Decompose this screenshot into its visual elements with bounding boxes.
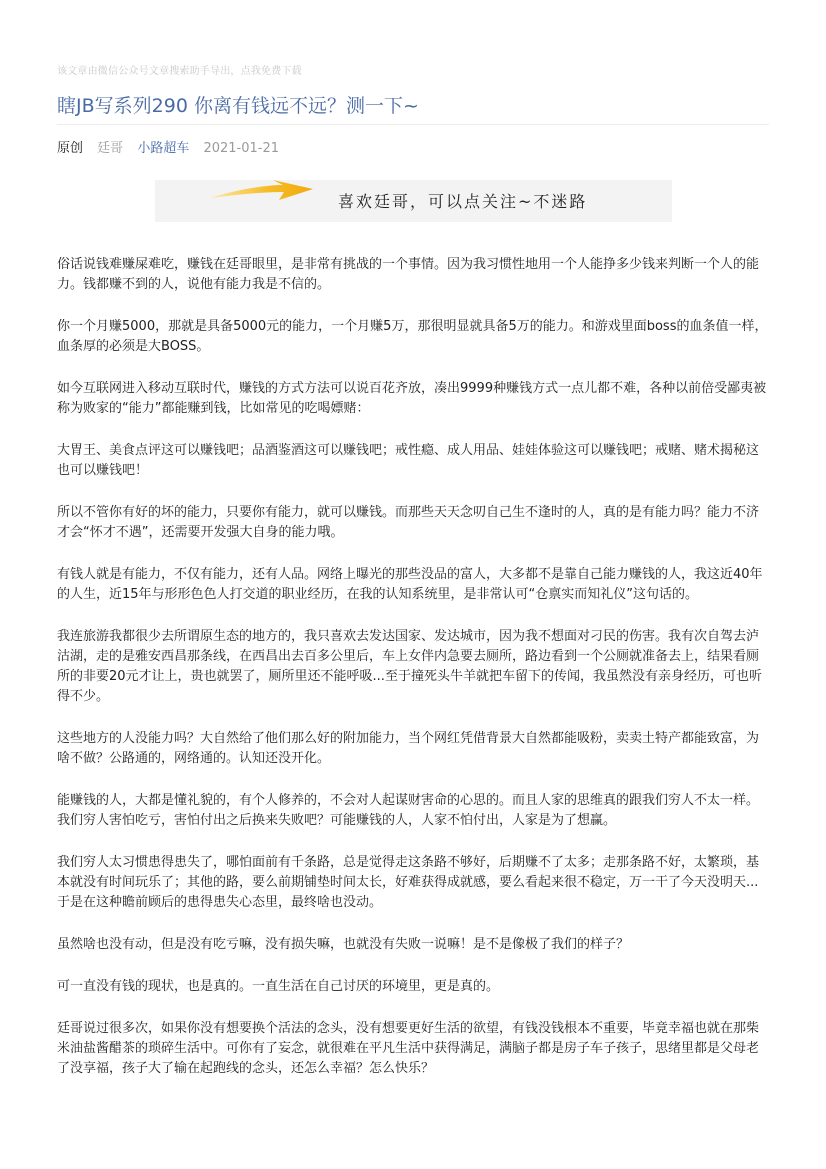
author-name: 廷哥: [97, 141, 124, 156]
article-body: [57, 255, 769, 1101]
paragraph: 俗话说钱难赚屎难吃，赚钱在廷哥眼里，是非常有挑战的一个事情。因为我习惯性地用一个人能挣多少钱来判断一个人的能力。钱都赚不到的人，说他有能力我是不信的。: [57, 257, 760, 292]
follow-banner: [155, 180, 672, 222]
paragraph: 所以不管你有好的坏的能力，只要你有能力，就可以赚钱。而那些天天念叨自己生不逢时的人，真的是有能力吗？能力不济才会“怀才不遇”，还需要开发强大自身的能力哦。: [57, 505, 760, 540]
title-divider: [57, 124, 769, 125]
article-title: 瞎JB写系列290 你离有钱远不远？测一下~: [57, 95, 419, 117]
paragraph: 你一个月赚5000，那就是具备5000元的能力，一个月赚5万，那很明显就具备5万的能力。和游戏里面boss的血条值一样，血条厚的必须是大BOSS。: [57, 319, 768, 354]
paragraph: 如今互联网进入移动互联时代，赚钱的方式方法可以说百花齐放，凑出9999种赚钱方式一点儿都不难，各种以前倍受鄙夷被称为败家的“能力”都能赚到钱，比如常见的吃喝嫖赌：: [57, 381, 767, 416]
account-link[interactable]: 小路超车: [137, 141, 190, 156]
banner-text: 喜欢廷哥，可以点关注~不迷路: [338, 192, 588, 211]
paragraph: 虽然啥也没有动，但是没有吃亏嘛，没有损失嘛，也就没有失败一说嘛！是不是像极了我们的样子？: [57, 937, 630, 952]
paragraph: 我连旅游我都很少去所谓原生态的地方的，我只喜欢去发达国家、发达城市，因为我不想面对刁民的伤害。我有次自驾去泸沽湖，走的是雅安西昌那条线，在西昌出去百多公里后，车上女伴内急要去厕所，路边看到一个公厕就准备去上，结果看厕所的非要20元才让上，贵也就罢了，厕所里还不能呼吸...至于撞死头牛羊就把车留下的传闻，我虽然没有亲身经历，可也听得不少。: [57, 629, 762, 704]
paragraph: 有钱人就是有能力，不仅有能力，还有人品。网络上曝光的那些没品的富人，大多都不是靠自己能力赚钱的人，我这近40年的人生，近15年与形形色色人打交道的职业经历，在我的认知系统里，是非常认可“仓禀实而知礼仪”这句话的。: [57, 567, 763, 602]
paragraph: 大胃王、美食点评这可以赚钱吧；品酒鉴酒这可以赚钱吧；戒性瘾、成人用品、娃娃体验这可以赚钱吧；戒赌、赌术揭秘这也可以赚钱吧！: [57, 443, 760, 478]
paragraph: 廷哥说过很多次，如果你没有想要换个活法的念头，没有想要更好生活的欲望，有钱没钱根本不重要，毕竟幸福也就在那柴米油盐酱醋茶的琐碎生活中。可你有了妄念，就很难在平凡生活中获得满足，满脑子都是房子车子孩子，思绪里都是父母老了没享福，孩子大了输在起跑线的念头，还怎么幸福？怎么快乐？: [57, 1021, 760, 1076]
original-tag: 原创: [57, 141, 84, 156]
publish-date: 2021-01-21: [203, 141, 280, 156]
paragraph: 能赚钱的人，大都是懂礼貌的，有个人修养的，不会对人起谋财害命的心思的。而且人家的思维真的跟我们穷人不太一样。我们穷人害怕吃亏，害怕付出之后换来失败吧？可能赚钱的人，人家不怕付出，人家是为了想赢。: [57, 793, 760, 828]
export-note-link[interactable]: 该文章由微信公众号文章搜索助手导出，点我免费下载: [57, 66, 302, 77]
paragraph: 这些地方的人没能力吗？大自然给了他们那么好的附加能力，当个网红凭借背景大自然都能吸粉，卖卖土特产都能致富，为啥不做？公路通的，网络通的。认知还没开化。: [57, 731, 760, 766]
paragraph: 可一直没有钱的现状，也是真的。一直生活在自己讨厌的环境里，更是真的。: [57, 979, 500, 994]
arrow-shape: [210, 180, 313, 200]
article-meta: [57, 140, 289, 158]
paragraph: 我们穷人太习惯患得患失了，哪怕面前有千条路，总是觉得走这条路不够好，后期赚不了太多；走那条路不好，太繁琐，基本就没有时间玩乐了；其他的路，要么前期铺垫时间太长，好难获得成就感，要么看起来很不稳定，万一干了今天没明天...于是在这种瞻前顾后的患得患失心态里，最终啥也没动。: [57, 855, 760, 910]
